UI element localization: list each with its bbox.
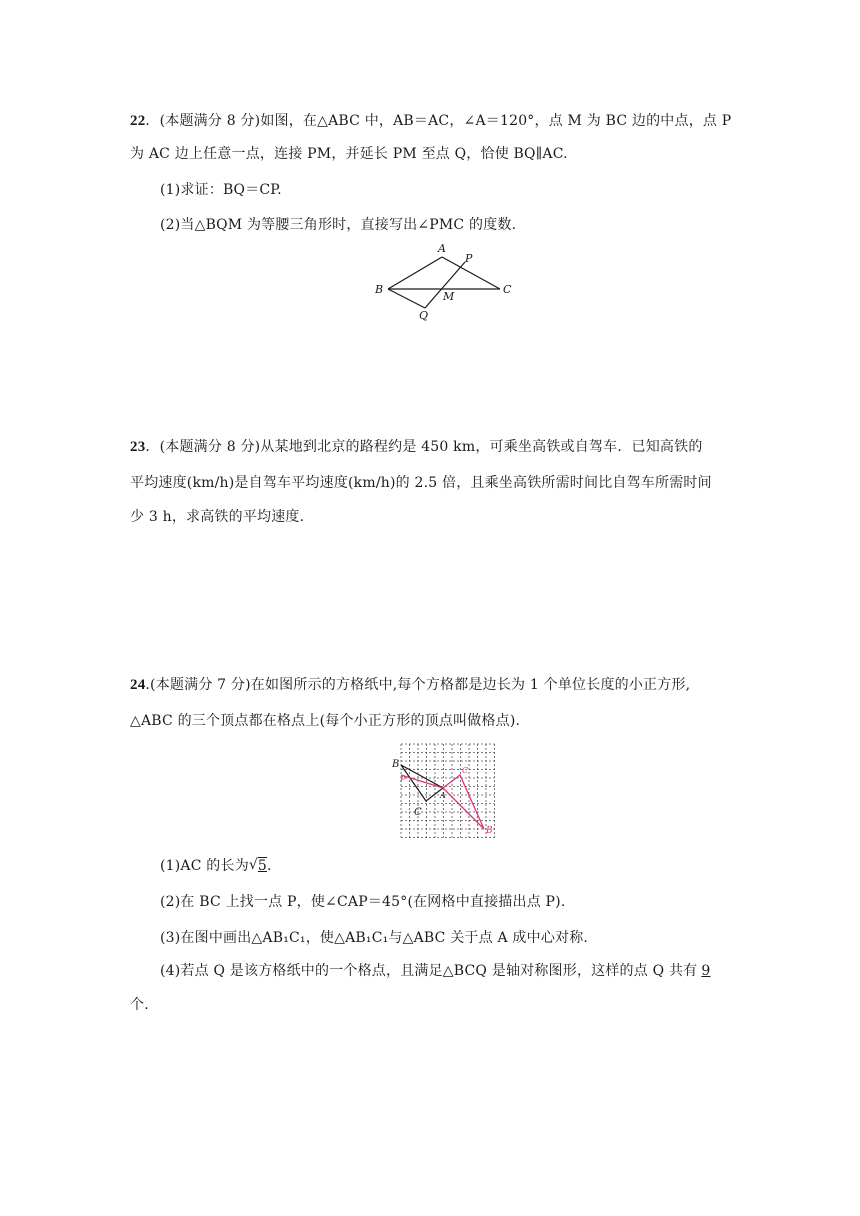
grid-label-c: C	[414, 807, 422, 818]
grid-label-b: B	[392, 759, 400, 770]
q24-part4-answer: 9	[701, 963, 711, 979]
label-m: M	[443, 290, 455, 303]
q23-line2: 平均速度(km/h)是自驾车平均速度(km/h)的 2.5 倍，且乘坐高铁所需时间比自驾车所需时间	[130, 475, 712, 491]
q23-number: 23	[130, 439, 146, 455]
q24-line2: △ABC 的三个顶点都在格点上(每个小正方形的顶点叫做格点).	[130, 713, 521, 729]
q22-figure	[368, 242, 518, 322]
q24-part4-suffix: 个.	[130, 997, 149, 1013]
q24-line1: 24.(本题满分 7 分)在如图所示的方格纸中,每个方格都是边长为 1 个单位长度的小正方形,	[130, 677, 691, 693]
q24-number: 24	[130, 677, 146, 693]
q22-part2: (2)当△BQM 为等腰三角形时，直接写出∠PMC 的度数.	[160, 217, 517, 233]
label-q: Q	[419, 309, 429, 322]
q24-part3: (3)在图中画出△AB₁C₁，使△AB₁C₁与△ABC 关于点 A 成中心对称.	[160, 930, 589, 946]
q24-part1: (1)AC 的长为√ 5.	[160, 857, 272, 875]
q24-part2: (2)在 BC 上找一点 P，使∠CAP＝45°(在网格中直接描出点 P).	[160, 894, 566, 910]
q24-grid-figure	[390, 740, 502, 840]
label-c: C	[503, 283, 512, 296]
q22-part1: (1)求证：BQ＝CP.	[160, 182, 282, 198]
q22-line1: 22．(本题满分 8 分)如图，在△ABC 中，AB＝AC，∠A＝120°，点 M 为 BC 边的中点，点 P	[130, 113, 732, 129]
q23-line1: 23．(本题满分 8 分)从某地到北京的路程约是 450 km，可乘坐高铁或自驾车．已知高铁的	[130, 439, 703, 455]
q22-number: 22	[130, 113, 146, 129]
label-a: A	[438, 242, 446, 255]
q23-line3: 少 3 h，求高铁的平均速度.	[130, 509, 305, 525]
sqrt-answer: √ 5	[249, 857, 267, 875]
q24-part4: (4)若点 Q 是该方格纸中的一个格点，且满足△BCQ 是轴对称图形，这样的点 Q 共有 9	[160, 963, 711, 979]
grid-label-b1: B	[486, 826, 493, 836]
q22-line2: 为 AC 边上任意一点，连接 PM，并延长 PM 至点 Q，恰使 BQ∥AC.	[130, 146, 568, 162]
label-b: B	[375, 283, 384, 296]
grid-label-a: A	[440, 791, 446, 800]
grid-label-c1: C	[462, 766, 469, 775]
label-p: P	[465, 252, 473, 265]
grid-label-p: P	[400, 775, 406, 784]
